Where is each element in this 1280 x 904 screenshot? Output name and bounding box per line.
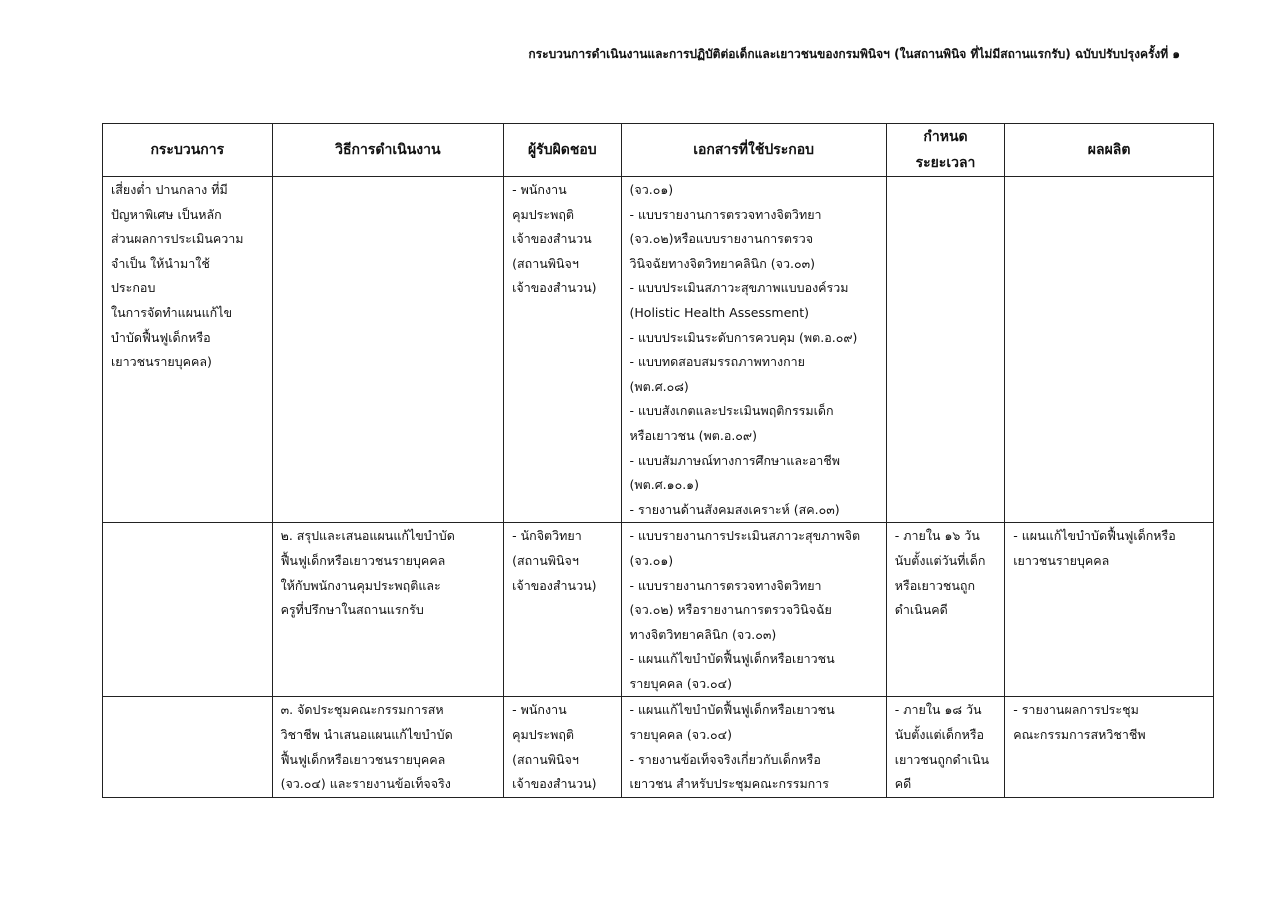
cell-text-line: (จว.๐๒) หรือรายงานการตรวจวินิจฉัย <box>629 602 832 618</box>
cell-documents <box>621 523 886 697</box>
cell-responsible <box>504 523 621 697</box>
cell-text-line: - นักจิตวิทยา <box>512 528 582 544</box>
cell-text-line: - แบบสัมภาษณ์ทางการศึกษาและอาชีพ <box>629 452 840 468</box>
cell-text-line: - ภายใน ๑๘ วัน <box>894 702 982 718</box>
cell-process <box>103 697 273 797</box>
cell-text-line: (สถานพินิจฯ <box>512 552 579 568</box>
cell-text-line: เจ้าของสำนวน) <box>512 776 597 792</box>
cell-responsible <box>504 697 621 797</box>
header-duration-line: กำหนด <box>923 129 968 145</box>
cell-text-line: - แบบประเมินสภาวะสุขภาพแบบองค์รวม <box>629 280 849 296</box>
cell-text-line: ปัญหาพิเศษ เป็นหลัก <box>111 206 222 222</box>
cell-responsible <box>504 177 621 523</box>
cell-text-line: (พต.ศ.๐๘) <box>629 378 689 394</box>
header-output: ผลผลิต <box>1005 124 1214 177</box>
cell-text-line: - พนักงาน <box>512 182 567 197</box>
cell-text-line: - แบบรายงานการตรวจทางจิตวิทยา <box>629 206 822 222</box>
cell-text-line: นับตั้งแต่วันที่เด็ก <box>894 552 986 568</box>
cell-text-line: ในการจัดทำแผนแก้ไข <box>111 304 233 320</box>
cell-text-line: (สถานพินิจฯ <box>512 751 579 767</box>
cell-output <box>1005 523 1214 697</box>
cell-text-line: (จว.๐๑) <box>629 182 674 197</box>
cell-text-line: คุมประพฤติ <box>512 206 575 222</box>
cell-output <box>1005 697 1214 797</box>
cell-text-line: บำบัดฟื้นฟูเด็กหรือ <box>111 329 211 345</box>
cell-text-line: ดำเนินคดี <box>894 602 948 618</box>
header-method: วิธีการดำเนินงาน <box>272 124 504 177</box>
cell-text-line: คณะกรรมการสหวิชาชีพ <box>1013 727 1146 743</box>
table-row <box>103 523 1214 697</box>
cell-text-line: (จว.๐๔) และรายงานข้อเท็จจริง <box>280 776 451 792</box>
cell-text-line: คดี <box>894 776 912 792</box>
cell-text-line: ทางจิตวิทยาคลินิก (จว.๐๓) <box>629 626 777 642</box>
cell-text-line: - แบบทดสอบสมรรถภาพทางกาย <box>629 354 805 370</box>
cell-text-line: วินิจฉัยทางจิตวิทยาคลินิก (จว.๐๓) <box>629 255 816 271</box>
cell-documents <box>621 177 886 523</box>
header-responsible: ผู้รับผิดชอบ <box>504 124 621 177</box>
cell-text-line: - แผนแก้ไขบำบัดฟื้นฟูเด็กหรือเยาวชน <box>629 651 835 667</box>
cell-text-line: เยาวชนรายบุคคล) <box>111 354 212 370</box>
cell-text-line: (Holistic Health Assessment) <box>629 304 809 320</box>
cell-text-line: เจ้าของสำนวน) <box>512 280 597 296</box>
cell-duration <box>886 523 1004 697</box>
cell-text-line: (พต.ศ.๑๐.๑) <box>629 477 699 493</box>
cell-text-line: ๒. สรุปและเสนอแผนแก้ไขบำบัด <box>280 528 455 544</box>
header-duration-line: ระยะเวลา <box>915 155 976 171</box>
document-header-title: กระบวนการดำเนินงานและการปฏิบัติต่อเด็กและเยาวชนของกรมพินิจฯ (ในสถานพินิจ ที่ไม่มีสถานแรกรับ) ฉบับปรับปรุงครั้งที่ ๑ <box>528 47 1180 61</box>
cell-text-line: ให้กับพนักงานคุมประพฤติและ <box>280 577 441 593</box>
cell-text-line: เยาวชน สำหรับประชุมคณะกรรมการ <box>629 776 829 792</box>
process-table-container <box>102 123 1214 798</box>
table-header-row <box>103 124 1214 177</box>
cell-text-line: - แผนแก้ไขบำบัดฟื้นฟูเด็กหรือ <box>1013 528 1176 544</box>
cell-text-line: - ภายใน ๑๖ วัน <box>894 528 980 544</box>
cell-text-line: - รายงานผลการประชุม <box>1013 702 1139 718</box>
cell-method <box>272 177 504 523</box>
cell-text-line: (จว.๐๒)หรือแบบรายงานการตรวจ <box>629 231 814 247</box>
cell-text-line: เจ้าของสำนวน) <box>512 577 597 593</box>
header-duration <box>886 124 1004 177</box>
table-row <box>103 697 1214 797</box>
cell-text-line: เยาวชนถูกดำเนิน <box>894 751 990 767</box>
cell-text-line: ประกอบ <box>111 280 156 296</box>
cell-process <box>103 177 273 523</box>
cell-text-line: จำเป็น ให้นำมาใช้ <box>111 255 210 271</box>
cell-text-line: หรือเยาวชนถูก <box>894 577 976 593</box>
cell-text-line: - แบบสังเกตและประเมินพฤติกรรมเด็ก <box>629 403 834 419</box>
cell-text-line: - แผนแก้ไขบำบัดฟื้นฟูเด็กหรือเยาวชน <box>629 702 835 718</box>
cell-documents <box>621 697 886 797</box>
table-row <box>103 177 1214 523</box>
cell-text-line: นับตั้งแต่เด็กหรือ <box>894 727 985 743</box>
cell-text-line: รายบุคคล (จว.๐๔) <box>629 675 733 691</box>
cell-text-line: ฟื้นฟูเด็กหรือเยาวชนรายบุคคล <box>280 552 446 568</box>
cell-text-line: วิชาชีพ นำเสนอแผนแก้ไขบำบัด <box>280 727 453 743</box>
cell-text-line: - พนักงาน <box>512 702 567 718</box>
cell-text-line: รายบุคคล (จว.๐๔) <box>629 727 733 743</box>
cell-text-line: - รายงานด้านสังคมสงเคราะห์ (สค.๐๓) <box>629 501 840 517</box>
header-process: กระบวนการ <box>103 124 273 177</box>
cell-text-line: ส่วนผลการประเมินความ <box>111 231 244 247</box>
cell-text-line: เจ้าของสำนวน <box>512 231 592 247</box>
process-table <box>102 123 1214 798</box>
cell-text-line: เสี่ยงต่ำ ปานกลาง ที่มี <box>111 182 228 197</box>
cell-text-line: - แบบรายงานการประเมินสภาวะสุขภาพจิต <box>629 528 861 544</box>
cell-method <box>272 523 504 697</box>
cell-text-line: หรือเยาวชน (พต.อ.๐๙) <box>629 427 757 443</box>
cell-duration <box>886 177 1004 523</box>
cell-text-line: ฟื้นฟูเด็กหรือเยาวชนรายบุคคล <box>280 751 446 767</box>
cell-method <box>272 697 504 797</box>
cell-text-line: คุมประพฤติ <box>512 727 575 743</box>
cell-text-line: ๓. จัดประชุมคณะกรรมการสห <box>280 702 444 718</box>
cell-text-line: - รายงานข้อเท็จจริงเกี่ยวกับเด็กหรือ <box>629 751 821 767</box>
cell-duration <box>886 697 1004 797</box>
cell-process <box>103 523 273 697</box>
cell-text-line: - แบบรายงานการตรวจทางจิตวิทยา <box>629 577 822 593</box>
cell-text-line: (จว.๐๑) <box>629 552 674 568</box>
header-documents: เอกสารที่ใช้ประกอบ <box>621 124 886 177</box>
cell-text-line: - แบบประเมินระดับการควบคุม (พต.อ.๐๙) <box>629 329 858 345</box>
cell-text-line: (สถานพินิจฯ <box>512 255 579 271</box>
cell-text-line: ครูที่ปรึกษาในสถานแรกรับ <box>280 602 424 618</box>
cell-output <box>1005 177 1214 523</box>
cell-text-line: เยาวชนรายบุคคล <box>1013 552 1110 568</box>
